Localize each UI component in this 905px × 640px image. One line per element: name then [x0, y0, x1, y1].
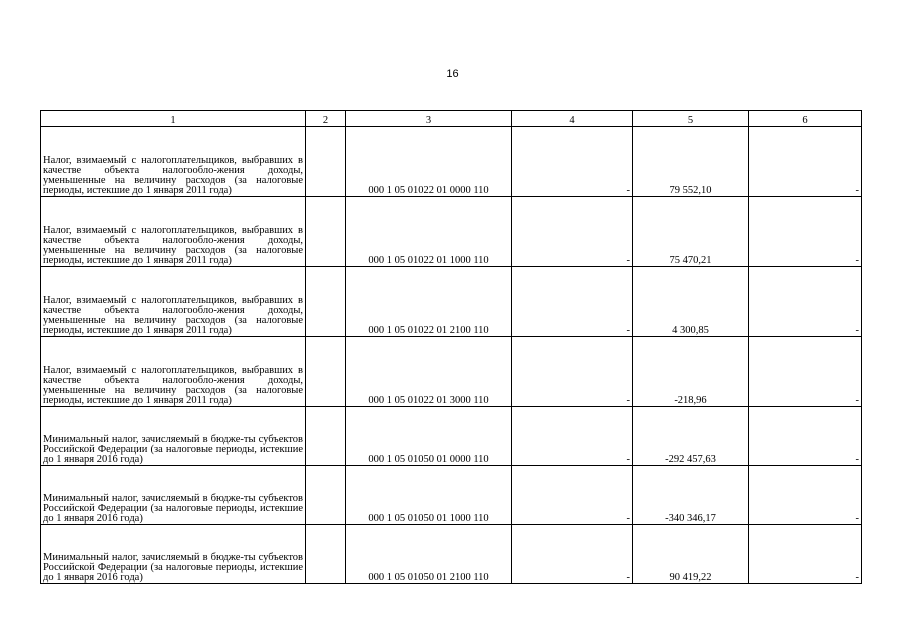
row-col6: - — [749, 466, 862, 525]
row-col4: - — [512, 127, 633, 197]
row-col6: - — [749, 197, 862, 267]
row-col2 — [306, 525, 346, 584]
row-code: 000 1 05 01022 01 1000 110 — [346, 197, 512, 267]
row-name: Минимальный налог, зачисляемый в бюдже-ты субъектов Российской Федерации (за налоговые периоды, истекшие до 1 января 2016 года) — [41, 466, 306, 525]
row-amount: -340 346,17 — [633, 466, 749, 525]
row-col6: - — [749, 407, 862, 466]
header-col-4: 4 — [512, 111, 633, 127]
page-number: 16 — [446, 68, 459, 80]
row-col4: - — [512, 525, 633, 584]
row-col6: - — [749, 267, 862, 337]
table-row — [41, 525, 862, 584]
row-col2 — [306, 127, 346, 197]
row-code: 000 1 05 01050 01 0000 110 — [346, 407, 512, 466]
header-col-5: 5 — [633, 111, 749, 127]
row-name: Налог, взимаемый с налогоплательщиков, выбравших в качестве объекта налогообло-жения доходы, уменьшенные на величину расходов (за налоговые периоды, истекшие до 1 января 2011 года) — [41, 267, 306, 337]
table-row — [41, 267, 862, 337]
row-name: Минимальный налог, зачисляемый в бюдже-ты субъектов Российской Федерации (за налоговые периоды, истекшие до 1 января 2016 года) — [41, 407, 306, 466]
row-name: Налог, взимаемый с налогоплательщиков, выбравших в качестве объекта налогообло-жения доходы, уменьшенные на величину расходов (за налоговые периоды, истекшие до 1 января 2011 года) — [41, 197, 306, 267]
row-col4: - — [512, 337, 633, 407]
table-row — [41, 127, 862, 197]
row-amount: 90 419,22 — [633, 525, 749, 584]
revenue-table — [40, 110, 862, 584]
row-col2 — [306, 267, 346, 337]
row-code: 000 1 05 01022 01 3000 110 — [346, 337, 512, 407]
row-col4: - — [512, 407, 633, 466]
row-col2 — [306, 466, 346, 525]
row-amount: 79 552,10 — [633, 127, 749, 197]
table-row — [41, 466, 862, 525]
row-code: 000 1 05 01050 01 1000 110 — [346, 466, 512, 525]
row-name: Минимальный налог, зачисляемый в бюдже-ты субъектов Российской Федерации (за налоговые периоды, истекшие до 1 января 2016 года) — [41, 525, 306, 584]
table-row — [41, 407, 862, 466]
header-col-6: 6 — [749, 111, 862, 127]
row-col2 — [306, 337, 346, 407]
header-row — [41, 111, 862, 127]
header-col-1: 1 — [41, 111, 306, 127]
row-name: Налог, взимаемый с налогоплательщиков, выбравших в качестве объекта налогообло-жения доходы, уменьшенные на величину расходов (за налоговые периоды, истекшие до 1 января 2011 года) — [41, 127, 306, 197]
row-col2 — [306, 407, 346, 466]
row-code: 000 1 05 01022 01 0000 110 — [346, 127, 512, 197]
row-amount: 4 300,85 — [633, 267, 749, 337]
row-amount: 75 470,21 — [633, 197, 749, 267]
row-col6: - — [749, 337, 862, 407]
row-name: Налог, взимаемый с налогоплательщиков, выбравших в качестве объекта налогообло-жения доходы, уменьшенные на величину расходов (за налоговые периоды, истекшие до 1 января 2011 года) — [41, 337, 306, 407]
row-col4: - — [512, 466, 633, 525]
row-col2 — [306, 197, 346, 267]
row-col4: - — [512, 197, 633, 267]
row-code: 000 1 05 01050 01 2100 110 — [346, 525, 512, 584]
table-row — [41, 337, 862, 407]
header-col-2: 2 — [306, 111, 346, 127]
table-row — [41, 197, 862, 267]
row-col4: - — [512, 267, 633, 337]
row-amount: -292 457,63 — [633, 407, 749, 466]
row-col6: - — [749, 127, 862, 197]
row-col6: - — [749, 525, 862, 584]
row-code: 000 1 05 01022 01 2100 110 — [346, 267, 512, 337]
header-col-3: 3 — [346, 111, 512, 127]
row-amount: -218,96 — [633, 337, 749, 407]
